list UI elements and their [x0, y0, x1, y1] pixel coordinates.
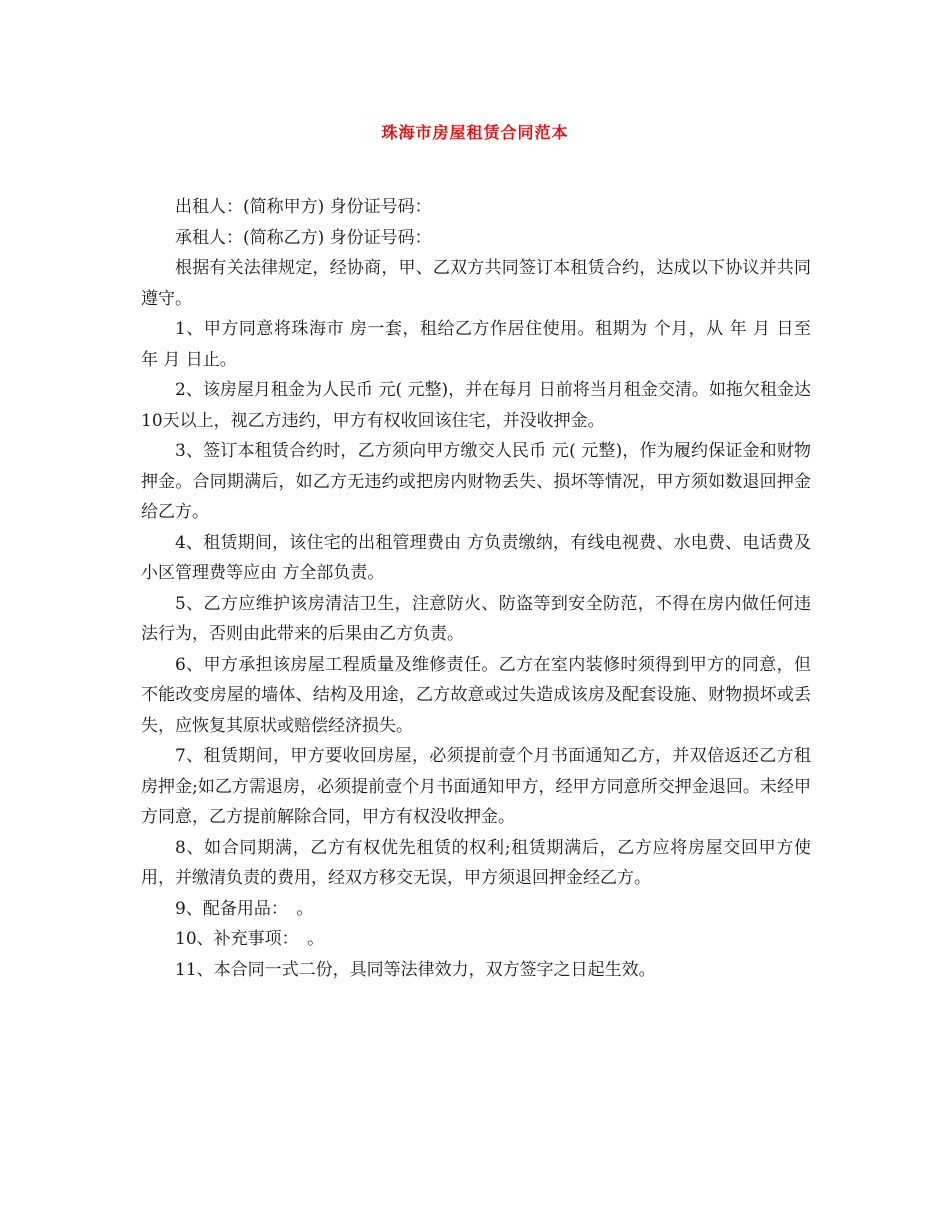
paragraph-lessor: 出租人：(简称甲方) 身份证号码：	[175, 197, 432, 217]
paragraph-preamble: 根据有关法律规定，经协商，甲、乙双方共同签订本租赁合约，达成以下协议并共同遵守。	[141, 258, 811, 309]
paragraph-lessee: 承租人：(简称乙方) 身份证号码：	[175, 227, 432, 248]
paragraph-clause-5: 5、乙方应维护该房清洁卫生，注意防火、防盗等到安全防范，不得在房内做任何违法行为，否则由此带来的后果由乙方负责。	[141, 593, 811, 644]
paragraph-clause-3: 3、签订本租赁合约时，乙方须向甲方缴交人民币 元( 元整)，作为履约保证金和财物押金。合同期满后，如乙方无违约或把房内财物丢失、损坏等情况，甲方须如数退回押金给乙方。	[141, 441, 811, 522]
paragraph-clause-6: 6、甲方承担该房屋工程质量及维修责任。乙方在室内装修时须得到甲方的同意，但不能改变房屋的墙体、结构及用途，乙方故意或过失造成该房及配套设施、财物损坏或丢失，应恢复其原状或赔偿经济损失。	[141, 654, 811, 736]
document-title: 珠海市房屋租赁合同范本	[381, 123, 569, 142]
paragraph-clause-9: 9、配备用品： 。	[175, 898, 314, 919]
paragraph-clause-7: 7、租赁期间，甲方要收回房屋，必须提前壹个月书面通知乙方，并双倍返还乙方租房押金;如乙方需退房，必须提前壹个月书面通知甲方，经甲方同意所交押金退回。未经甲方同意，乙方提前解除合同，甲方有权没收押金。	[141, 746, 811, 827]
paragraph-clause-4: 4、租赁期间，该住宅的出租管理费由 方负责缴纳，有线电视费、水电费、电话费及小区管理费等应由 方全部负责。	[141, 532, 811, 583]
paragraph-clause-1: 1、甲方同意将珠海市 房一套，租给乙方作居住使用。租期为 个月，从 年 月 日至 年 月 日止。	[141, 319, 811, 370]
paragraph-clause-10: 10、补充事项： 。	[175, 929, 325, 949]
paragraph-clause-2: 2、该房屋月租金为人民币 元( 元整)，并在每月 日前将当月租金交清。如拖欠租金达10天以上，视乙方违约，甲方有权收回该住宅，并没收押金。	[141, 380, 811, 431]
document-body	[141, 192, 811, 985]
paragraph-clause-11: 11、本合同一式二份，具同等法律效力，双方签字之日起生效。	[175, 959, 656, 980]
paragraph-clause-8: 8、如合同期满，乙方有权优先租赁的权利;租赁期满后，乙方应将房屋交回甲方使用，并缴清负责的费用，经双方移交无误，甲方须退回押金经乙方。	[141, 837, 811, 888]
